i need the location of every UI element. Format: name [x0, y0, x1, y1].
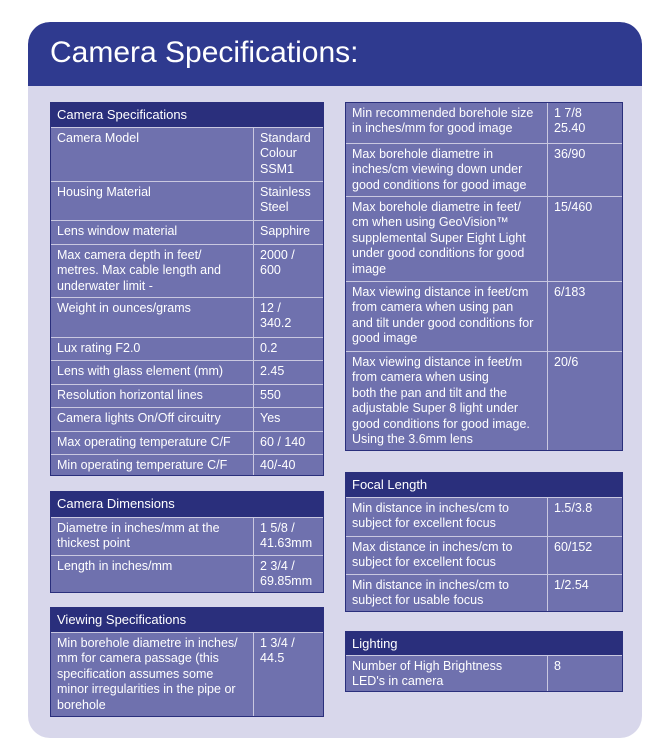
row-value: 2 3/4 / 69.85mm — [253, 556, 323, 592]
row-label: Min operating temperature C/F — [57, 458, 228, 472]
row-value: 15/460 — [547, 197, 622, 281]
row-value: 6/183 — [547, 282, 622, 351]
row-label: Min distance in inches/cm to subject for excellent focus — [352, 501, 510, 531]
row-value: 60 / 140 — [253, 432, 323, 454]
title-bar — [28, 22, 642, 86]
row-value: 40/-40 — [253, 455, 323, 475]
row-value: 550 — [253, 385, 323, 407]
row-label: Lens window material — [57, 224, 178, 238]
row-label: Lux rating F2.0 — [57, 341, 141, 355]
camera-specifications-table — [50, 102, 324, 476]
table-row — [346, 655, 622, 691]
row-value: Standard Colour SSM1 — [253, 128, 323, 181]
table-row — [346, 103, 622, 143]
row-label: Max camera depth in feet/ metres. Max cable length and underwater limit - — [57, 248, 221, 293]
table-row — [51, 181, 323, 220]
borehole-specifications-table — [345, 102, 623, 451]
table-row — [346, 143, 622, 196]
row-value: 36/90 — [547, 144, 622, 196]
row-value: 2.45 — [253, 361, 323, 384]
row-label: Min borehole diametre in inches/ mm for camera passage (this specification assumes some minor irregularities in the pipe or borehole — [57, 636, 238, 712]
table-heading: Camera Dimensions — [51, 492, 323, 517]
camera-dimensions-table — [50, 491, 324, 593]
row-value: 2000 / 600 — [253, 245, 323, 297]
table-heading: Lighting — [346, 632, 622, 655]
table-row — [51, 360, 323, 384]
row-value: 1 7/8 25.40 — [547, 103, 622, 143]
row-label: Lens with glass element (mm) — [57, 364, 224, 378]
table-row — [51, 337, 323, 360]
page-title: Camera Specifications: — [50, 36, 359, 69]
table-row — [346, 497, 622, 536]
table-row — [51, 431, 323, 454]
row-label: Housing Material — [57, 185, 151, 199]
table-row — [346, 574, 622, 611]
row-value: 1 3/4 / 44.5 — [253, 633, 323, 716]
row-label: Number of High Brightness LED's in camera — [352, 659, 503, 689]
row-value: 20/6 — [547, 352, 622, 450]
table-row — [51, 244, 323, 297]
table-row — [51, 220, 323, 244]
table-row — [346, 536, 622, 574]
row-value: 1 5/8 / 41.63mm — [253, 518, 323, 555]
table-heading: Focal Length — [346, 473, 622, 497]
row-label: Min recommended borehole size in inches/mm for good image — [352, 106, 534, 136]
row-label: Diametre in inches/mm at the thickest point — [57, 521, 220, 551]
row-label: Length in inches/mm — [57, 559, 173, 573]
table-row — [346, 196, 622, 281]
row-value: 8 — [547, 656, 622, 691]
row-label: Resolution horizontal lines — [57, 388, 203, 402]
row-value: Stainless Steel — [253, 182, 323, 220]
focal-length-table — [345, 472, 623, 612]
table-heading: Camera Specifications — [51, 103, 323, 127]
row-value: Sapphire — [253, 221, 323, 244]
row-label: Min distance in inches/cm to subject for usable focus — [352, 578, 510, 608]
row-value: Yes — [253, 408, 323, 431]
table-row — [51, 517, 323, 555]
row-label: Camera Model — [57, 131, 139, 145]
table-row — [51, 407, 323, 431]
table-row — [51, 384, 323, 407]
viewing-specifications-table — [50, 607, 324, 717]
row-label: Max viewing distance in feet/cm from camera when using pan and tilt under good conditions for good image — [352, 285, 534, 346]
lighting-table — [345, 631, 623, 692]
table-row — [51, 555, 323, 592]
table-row — [51, 297, 323, 337]
row-value: 60/152 — [547, 537, 622, 574]
row-label: Camera lights On/Off circuitry — [57, 411, 221, 425]
row-label: Max distance in inches/cm to subject for excellent focus — [352, 540, 513, 570]
row-label: Weight in ounces/grams — [57, 301, 191, 315]
table-row — [51, 127, 323, 181]
table-row — [346, 281, 622, 351]
row-value: 12 / 340.2 — [253, 298, 323, 337]
row-value: 0.2 — [253, 338, 323, 360]
table-row — [346, 351, 622, 450]
table-row — [51, 454, 323, 475]
row-label: Max viewing distance in feet/m from camera when using both the pan and tilt and the adjustable Super 8 light under good conditions for good image. Using the 3.6mm lens — [352, 355, 530, 447]
row-label: Max borehole diametre in feet/ cm when using GeoVision™ supplemental Super Eight Light under good conditions for good image — [352, 200, 526, 276]
table-heading: Viewing Specifications — [51, 608, 323, 632]
row-label: Max operating temperature C/F — [57, 435, 231, 449]
row-value: 1.5/3.8 — [547, 498, 622, 536]
row-value: 1/2.54 — [547, 575, 622, 611]
table-row — [51, 632, 323, 716]
row-label: Max borehole diametre in inches/cm viewing down under good conditions for good image — [352, 147, 527, 192]
